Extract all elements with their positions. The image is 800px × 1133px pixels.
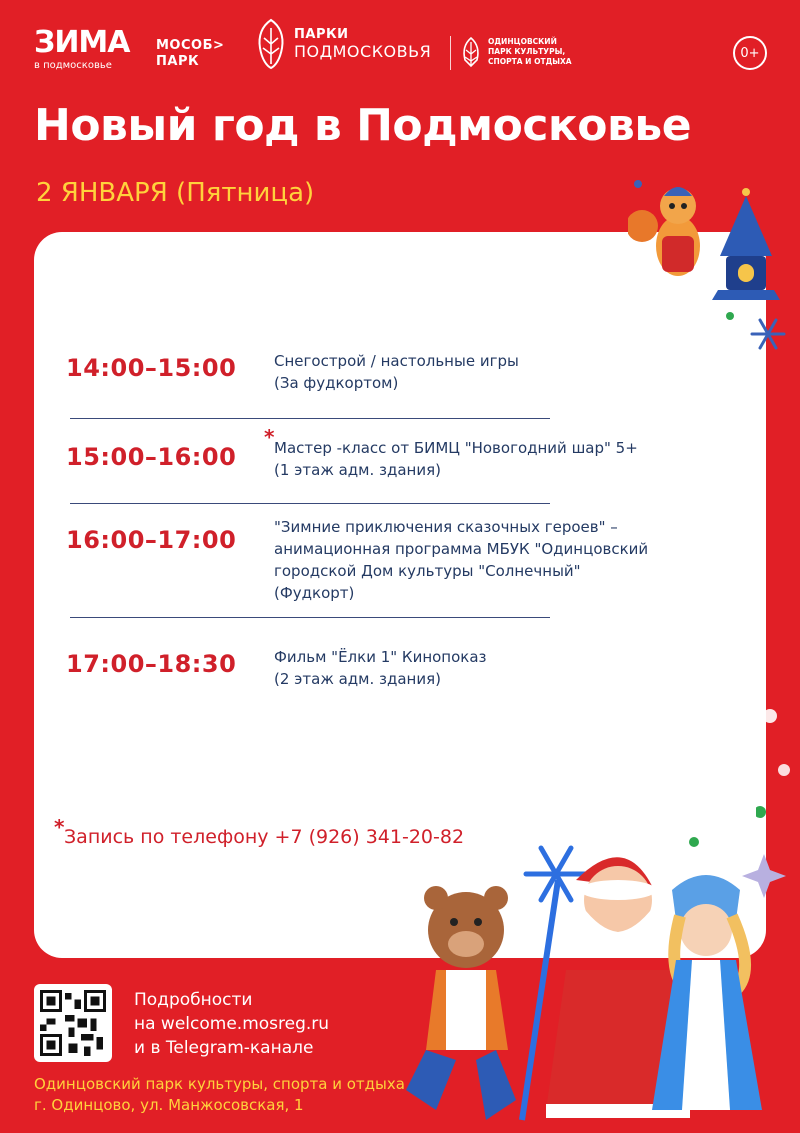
- mosobpark-logo[interactable]: [156, 38, 224, 70]
- divider: [70, 617, 550, 618]
- pinecone-icon: [256, 18, 286, 70]
- schedule-line: (1 этаж адм. здания): [274, 461, 441, 479]
- event-date: 2 ЯНВАРЯ (Пятница): [36, 178, 315, 208]
- schedule-line: анимационная программа МБУК "Одинцовский: [274, 540, 649, 558]
- decor-dots: [756, 700, 800, 820]
- parki-line2: ПОДМОСКОВЬЯ: [294, 42, 432, 61]
- header: [0, 0, 800, 90]
- asterisk-mark: *: [54, 815, 65, 839]
- zima-logo-title: ЗИМА: [34, 25, 130, 60]
- divider: [70, 418, 550, 419]
- page-title: Новый год в Подмосковье: [34, 100, 692, 151]
- odin-line2: ПАРК КУЛЬТУРЫ,: [488, 47, 566, 56]
- schedule-description: [274, 516, 714, 604]
- odintsovo-park-logo[interactable]: [460, 36, 572, 68]
- more-info: [134, 988, 329, 1060]
- schedule-line: городской Дом культуры "Солнечный": [274, 562, 581, 580]
- schedule-time: 16:00–17:00: [66, 526, 237, 554]
- schedule-line: (2 этаж адм. здания): [274, 670, 441, 688]
- schedule-description: [274, 646, 714, 690]
- tree-icon: [460, 36, 482, 68]
- schedule-time: 15:00–16:00: [66, 443, 237, 471]
- zima-logo[interactable]: [34, 25, 130, 72]
- schedule-line: Мастер -класс от БИМЦ "Новогодний шар" 5+: [274, 439, 638, 457]
- logo-divider: [450, 36, 451, 70]
- divider: [70, 503, 550, 504]
- parki-line1: ПАРКИ: [294, 27, 349, 42]
- schedule-description: [274, 437, 714, 481]
- schedule-line: Снегострой / настольные игры: [274, 352, 519, 370]
- zima-logo-subtitle: в подмосковье: [34, 60, 112, 71]
- schedule-line: Фильм "Ёлки 1" Кинопоказ: [274, 648, 487, 666]
- qr-code-image: [40, 990, 106, 1056]
- parki-logo[interactable]: [256, 18, 431, 70]
- mosob-line1: МОСОБ>: [156, 38, 225, 53]
- qr-code[interactable]: [34, 984, 112, 1062]
- snowflake-icon: [742, 854, 786, 898]
- schedule-line: "Зимние приключения сказочных героев" –: [274, 518, 618, 536]
- more-info-link[interactable]: на welcome.mosreg.ru: [134, 1014, 330, 1034]
- venue-name: Одинцовский парк культуры, спорта и отдыха: [34, 1075, 405, 1093]
- more-info-telegram[interactable]: и в Telegram-канале: [134, 1038, 314, 1058]
- schedule-line: (Фудкорт): [274, 584, 355, 602]
- schedule-time: 14:00–15:00: [66, 354, 237, 382]
- phone-registration-note[interactable]: Запись по телефону +7 (926) 341-20-82: [64, 826, 465, 848]
- bear-illustration: [406, 886, 516, 1120]
- characters-illustration: [396, 820, 800, 1133]
- odin-line3: СПОРТА И ОТДЫХА: [488, 57, 572, 66]
- odin-line1: ОДИНЦОВСКИЙ: [488, 37, 557, 46]
- venue-address: [34, 1074, 405, 1116]
- more-info-line: Подробности: [134, 990, 253, 1010]
- age-rating-badge: 0+: [733, 36, 767, 70]
- mosob-line2: ПАРК: [156, 54, 200, 69]
- schedule-time: 17:00–18:30: [66, 650, 237, 678]
- asterisk-mark: *: [264, 425, 275, 449]
- snowflake-icon: [752, 320, 784, 348]
- schedule-line: (За фудкортом): [274, 374, 399, 392]
- schedule-description: [274, 350, 714, 394]
- squirrel-house-illustration: [628, 176, 800, 356]
- venue-street: г. Одинцово, ул. Манжосовская, 1: [34, 1096, 304, 1114]
